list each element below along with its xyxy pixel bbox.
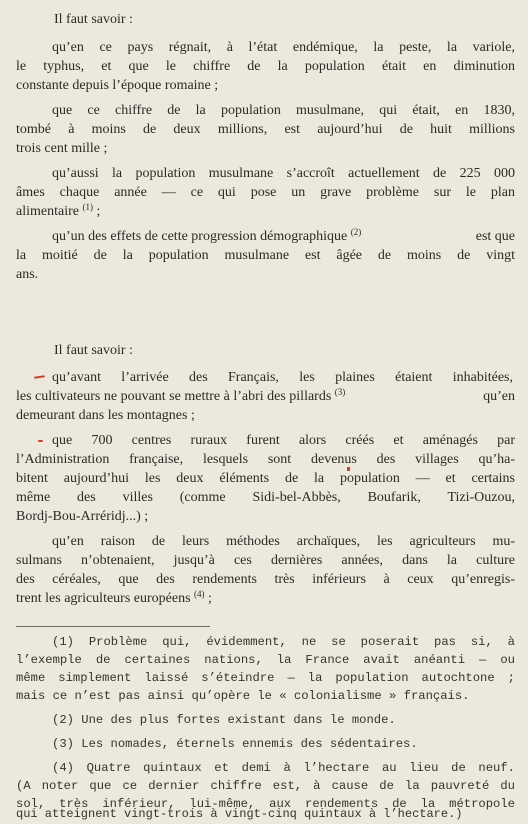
- footnote-line: l’exemple de certaines nations, la France avait anéanti — ou: [16, 653, 515, 667]
- footnote-ref: (4): [194, 589, 205, 599]
- section2-line-text: les cultivateurs ne pouvant se mettre à l’abri des pillards: [16, 389, 332, 404]
- section1-line-ref: [52, 227, 515, 246]
- section1-heading: Il faut savoir :: [54, 12, 133, 27]
- section2-heading: Il faut savoir :: [54, 343, 133, 358]
- section2-line: que 700 centres ruraux furent alors créés et aménagés par: [52, 433, 515, 448]
- section2-line-text: trent les agriculteurs européens: [16, 591, 191, 606]
- section1-line: le typhus, et que le chiffre de la population était en diminution: [16, 59, 515, 74]
- footnote-line: (2) Une des plus fortes existant dans le monde.: [52, 713, 396, 727]
- footnote-line: qui atteignent vingt-trois à vingt-cinq quintaux à l’hectare.): [16, 807, 463, 821]
- section1-line-text: qu’un des effets de cette progression démographique: [52, 229, 348, 244]
- section1-line: la moitié de la population musulmane est âgée de moins de vingt: [16, 248, 515, 263]
- footnote-ref: (3): [334, 387, 346, 397]
- section2-line: même des villes (comme Sidi-bel-Abbès, Boufarik, Tizi-Ouzou,: [16, 490, 515, 505]
- footnote-ref: (1): [82, 202, 93, 212]
- section1-line-text: alimentaire: [16, 204, 79, 219]
- section2-line-last: [16, 589, 212, 608]
- red-pencil-mark: [34, 375, 45, 379]
- footnote-line: (3) Les nomades, éternels ennemis des sédentaires.: [52, 737, 418, 751]
- section2-line: qu’avant l’arrivée des Français, les plaines étaient inhabitées,: [52, 370, 513, 385]
- section1-line: constante depuis l’époque romaine ;: [16, 78, 219, 93]
- section2-line: des céréales, que des rendements très inférieurs à ceux qu’enregis-: [16, 572, 515, 587]
- red-pencil-mark: [347, 467, 350, 471]
- section1-line: que ce chiffre de la population musulmane, qui était, en 1830,: [52, 103, 515, 118]
- section2-line-ref: [16, 387, 515, 406]
- footnote-divider: [16, 626, 210, 627]
- footnote-ref: (2): [350, 227, 362, 237]
- section1-line: tombé à moins de deux millions, est aujourd’hui de huit millions: [16, 122, 515, 137]
- punctuation: ;: [208, 591, 212, 606]
- punctuation: ;: [96, 204, 101, 219]
- section2-line: demeurant dans les montagnes ;: [16, 408, 195, 423]
- section2-line: Bordj-Bou-Arréridj...) ;: [16, 509, 149, 524]
- footnote-line: sol, très inférieur, lui-même, aux rendements de la métropole: [16, 797, 515, 811]
- section1-line: ans.: [16, 267, 39, 282]
- section1-line: qu’en ce pays régnait, à l’état endémique, la peste, la variole,: [52, 40, 515, 55]
- section2-line: l’Administration française, lesquels sont devenus des villages qu’ha-: [16, 452, 515, 467]
- section1-line: qu’aussi la population musulmane s’accroît actuellement de 225 000: [52, 166, 515, 181]
- section1-line-text: est que: [475, 229, 515, 244]
- section1-line: trois cent mille ;: [16, 141, 108, 156]
- footnote-line: mais ce n’est pas ainsi qu’opère le « colonialisme » français.: [16, 689, 470, 703]
- footnote-line: (A noter que ce dernier chiffre est, à cause de la pauvreté du: [16, 779, 515, 793]
- section2-line-text: qu’en: [483, 389, 515, 404]
- red-pencil-mark: [38, 440, 43, 442]
- section2-line: qu’en raison de leurs méthodes archaïques, les agriculteurs mu-: [52, 534, 515, 549]
- section1-line-last: [16, 202, 100, 221]
- section2-line: bitent aujourd’hui les deux éléments de la population — et certains: [16, 471, 515, 486]
- footnote-line: (4) Quatre quintaux et demi à l’hectare au lieu de neuf.: [52, 761, 515, 775]
- section1-line: âmes chaque année — ce qui pose un grave problème sur le plan: [16, 185, 515, 200]
- footnote-line: même simplement laissé s’éteindre — la population autochtone ;: [16, 671, 515, 685]
- footnote-line: (1) Problème qui, évidemment, ne se poserait pas si, à: [52, 635, 515, 649]
- section2-line: sulmans n’obtenaient, jusqu’à ces dernières années, dans la culture: [16, 553, 515, 568]
